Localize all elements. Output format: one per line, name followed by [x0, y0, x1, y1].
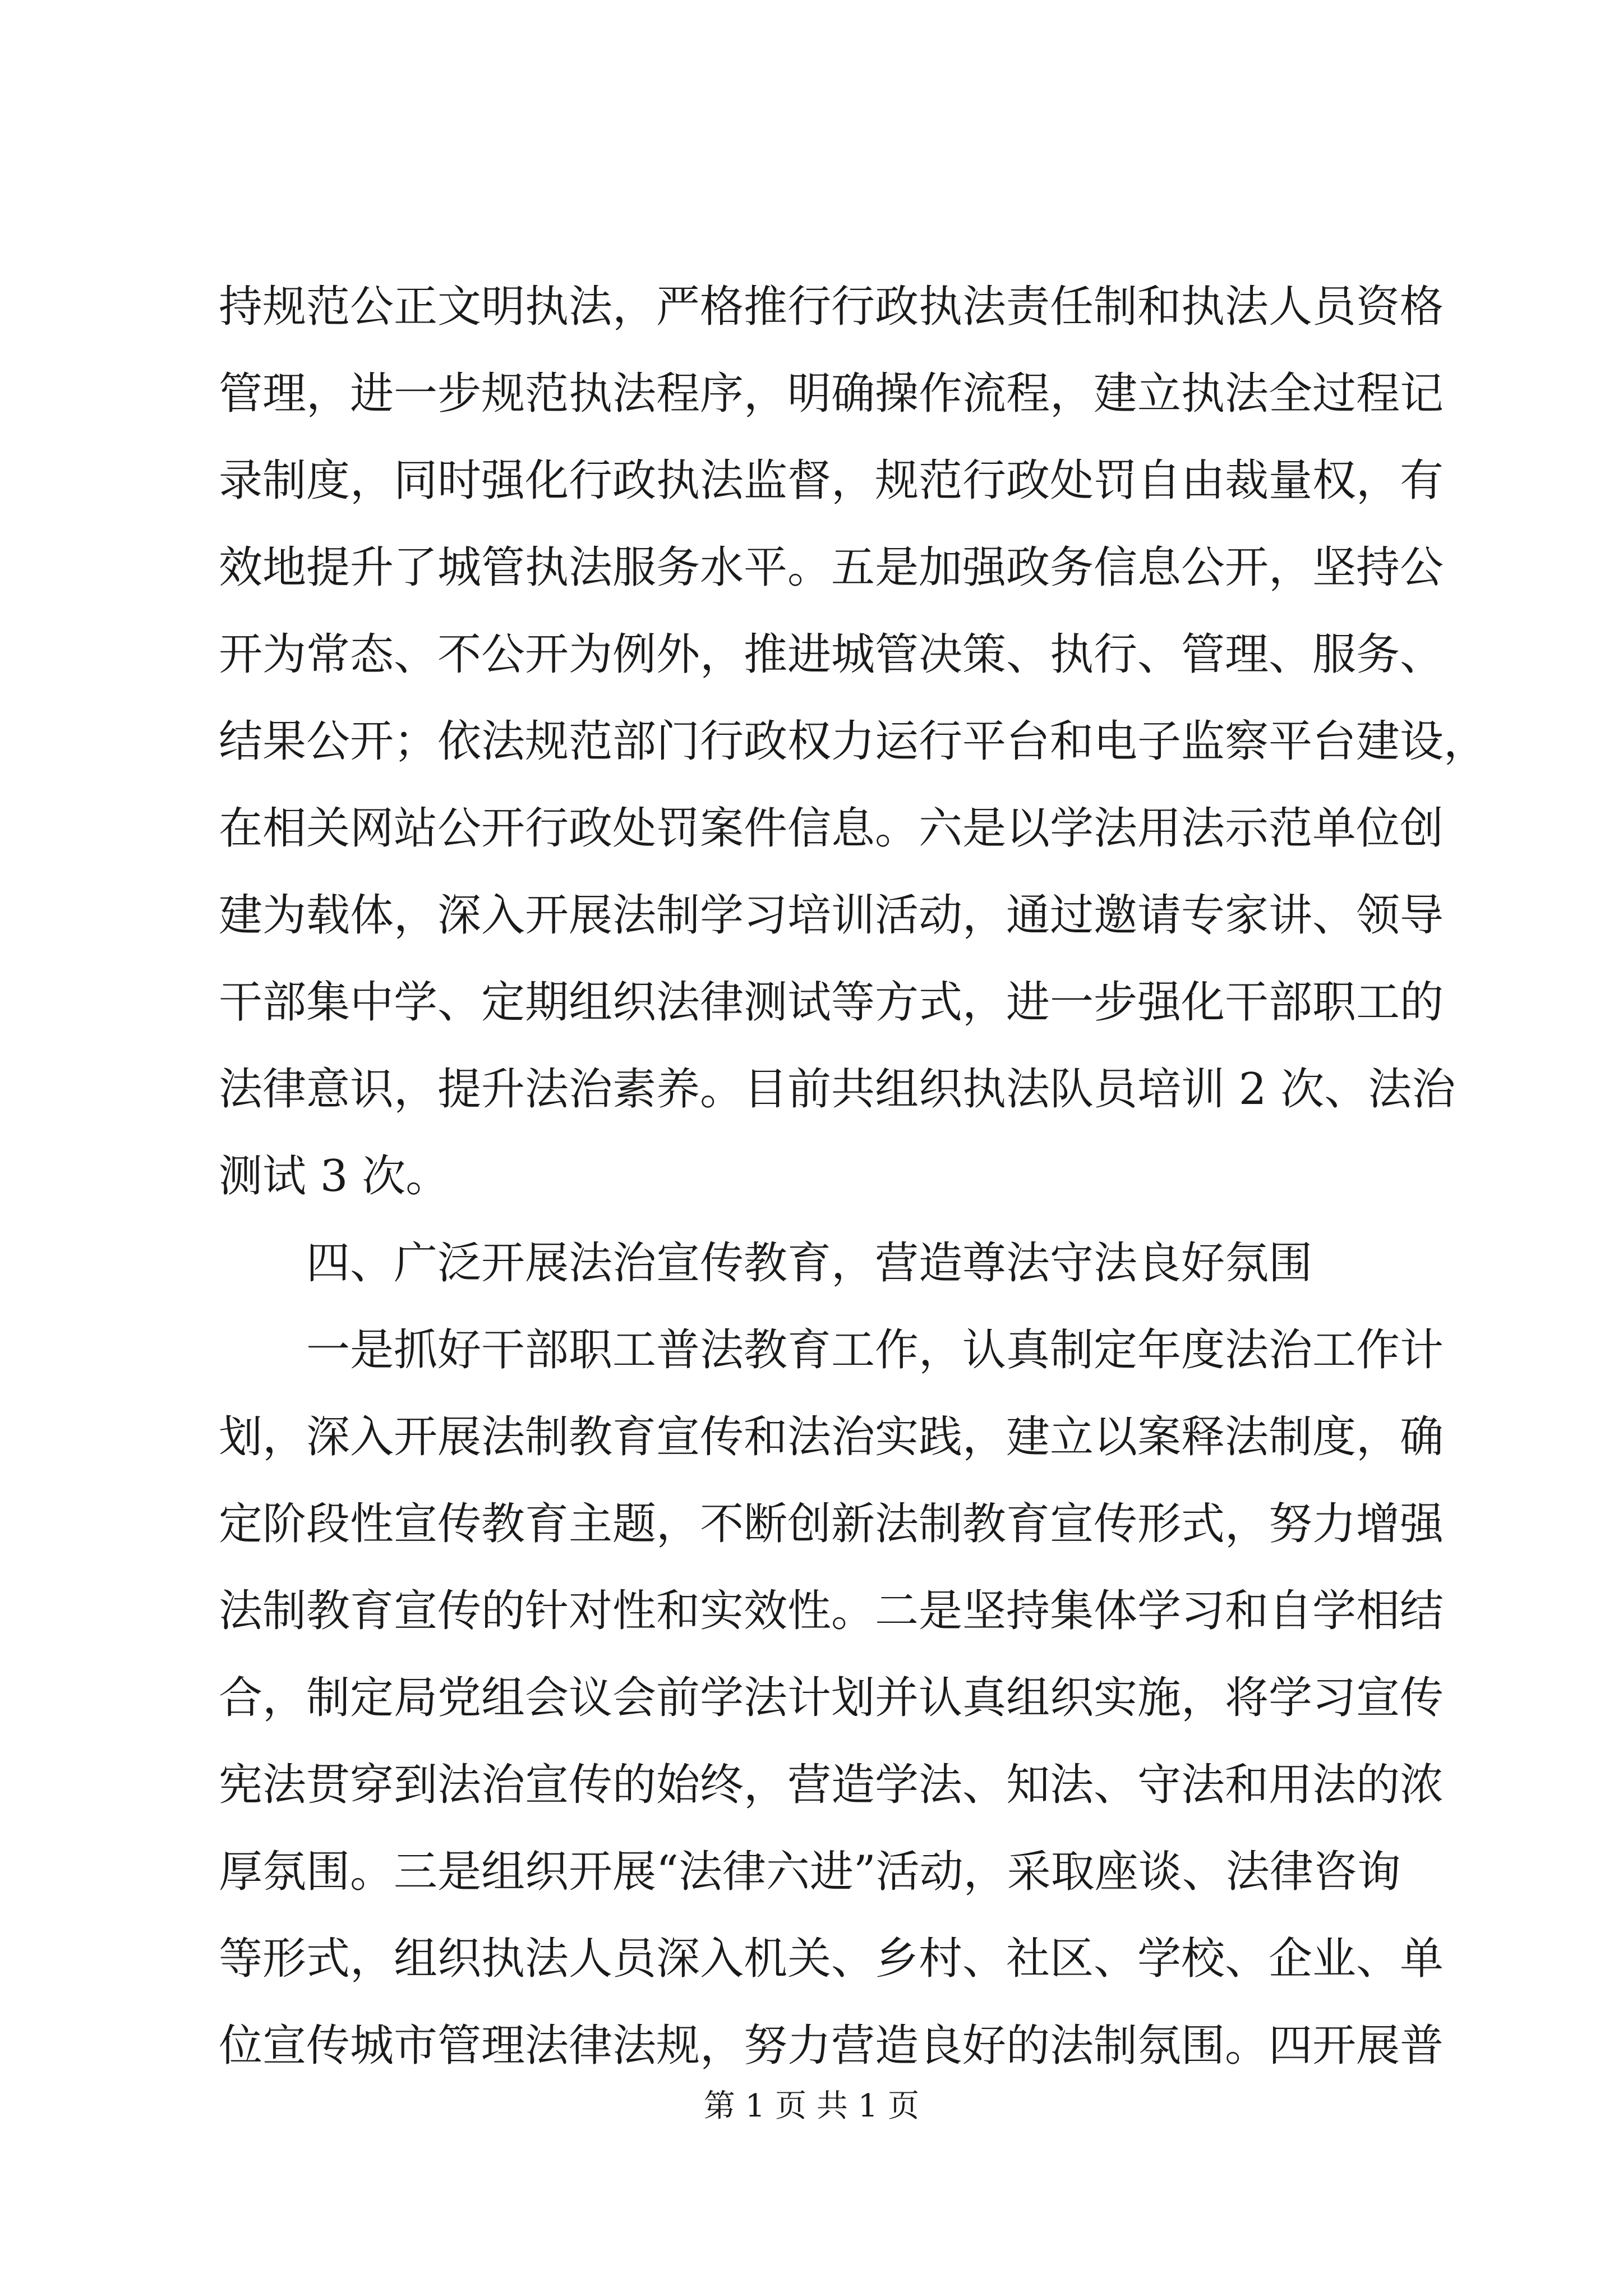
text-line: 结果公开；依法规范部门行政权力运行平台和电子监察平台建设， — [219, 716, 1488, 767]
text-line: 宪法贯穿到法治宣传的始终，营造学法、知法、守法和用法的浓 — [219, 1760, 1444, 1810]
text-line: 在相关网站公开行政处罚案件信息。六是以学法用法示范单位创 — [219, 803, 1444, 854]
text-line: 建为载体，深入开展法制学习培训活动，通过邀请专家讲、领导 — [219, 890, 1444, 941]
page-footer: 第 1 页 共 1 页 — [703, 2088, 920, 2124]
text-line: 厚氛围。三是组织开展“法律六进”活动，采取座谈、法律咨询 — [219, 1847, 1401, 1897]
text-line: 持规范公正文明执法，严格推行行政执法责任制和执法人员资格 — [219, 282, 1444, 332]
text-line: 测试 3 次。 — [219, 1151, 450, 1202]
text-line: 管理，进一步规范执法程序，明确操作流程，建立执法全过程记 — [219, 369, 1444, 419]
text-line: 法制教育宣传的针对性和实效性。二是坚持集体学习和自学相结 — [219, 1586, 1444, 1636]
text-line: 合，制定局党组会议会前学法计划并认真组织实施，将学习宣传 — [219, 1673, 1444, 1723]
document-body — [219, 264, 1488, 2090]
text-line: 等形式，组织执法人员深入机关、乡村、社区、学校、企业、单 — [219, 1934, 1444, 1984]
section-heading: 四、广泛开展法治宣传教育，营造尊法守法良好氛围 — [306, 1238, 1313, 1289]
text-line: 定阶段性宣传教育主题，不断创新法制教育宣传形式，努力增强 — [219, 1499, 1444, 1549]
text-line: 划，深入开展法制教育宣传和法治实践，建立以案释法制度，确 — [219, 1412, 1444, 1462]
text-line: 位宣传城市管理法律法规，努力营造良好的法制氛围。四开展普 — [219, 2021, 1444, 2071]
text-line: 一是抓好干部职工普法教育工作，认真制定年度法治工作计 — [306, 1325, 1444, 1375]
text-line: 效地提升了城管执法服务水平。五是加强政务信息公开，坚持公 — [219, 542, 1444, 593]
text-line: 法律意识，提升法治素养。目前共组织执法队员培训 2 次、法治 — [219, 1064, 1456, 1115]
text-line: 干部集中学、定期组织法律测试等方式，进一步强化干部职工的 — [219, 977, 1444, 1028]
text-line: 录制度，同时强化行政执法监督，规范行政处罚自由裁量权，有 — [219, 455, 1444, 506]
text-line: 开为常态、不公开为例外，推进城管决策、执行、管理、服务、 — [219, 629, 1444, 680]
